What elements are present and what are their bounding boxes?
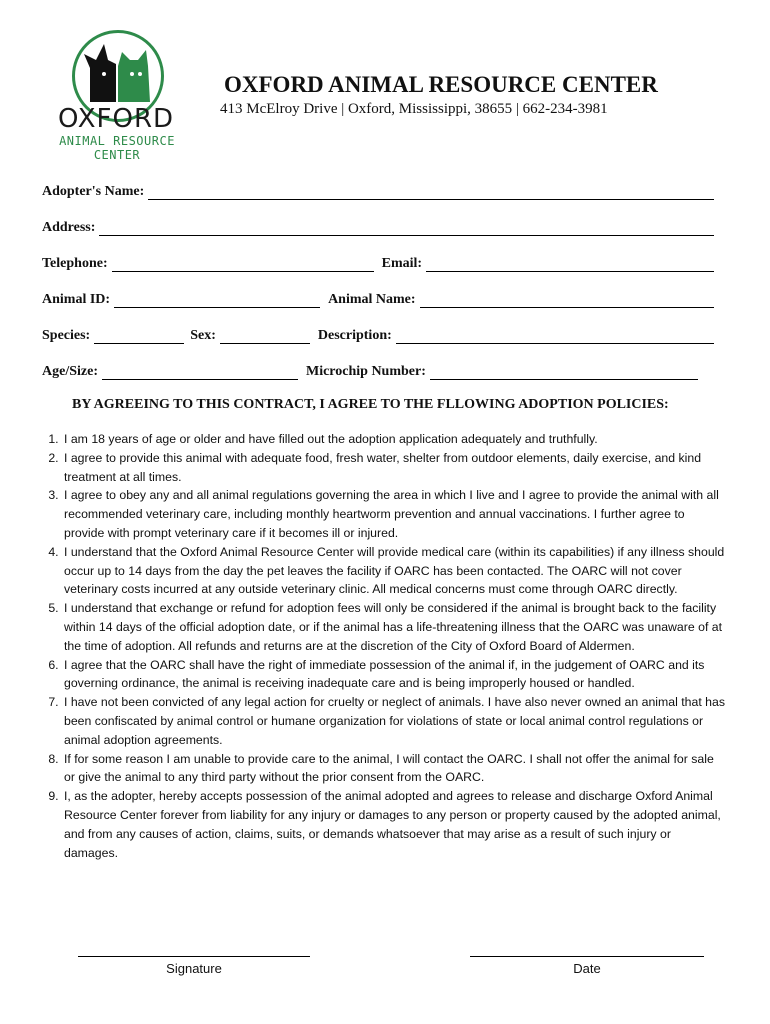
microchip-field[interactable] [306,364,698,380]
policy-item: 2. I agree to provide this animal with adequate food, fresh water, shelter from outdoor elements, daily exercise, and kind treatment at all times. [62,449,728,487]
policy-item: 4. I understand that the Oxford Animal Resource Center will provide medical care (within its capabilities) if any illness should occur up to 14 days from the day the pet leaves the facility if OARC has been contacted. The OARC will not cover veterinary costs incurred at any outside veterinary clinic. All medical concerns must come through OARC directly. [62,543,728,599]
microchip-label: Microchip Number: [305,364,426,379]
species-label: Species: [42,328,91,343]
sex-line[interactable] [220,329,310,344]
policy-item: 8. If for some reason I am unable to provide care to the animal, I will contact the OARC. I shall not offer the animal for sale or give the animal to any third party without the prior consent from the OARC. [62,750,728,788]
animal-id-field[interactable] [42,292,320,308]
animal-name-label: Animal Name: [328,292,416,307]
adopter-name-field[interactable] [42,184,714,200]
signature-label: Signature [166,961,222,976]
email-line[interactable] [426,257,714,272]
age-size-label: Age/Size: [42,364,98,379]
policies-list [0,430,728,862]
policies-heading: BY AGREEING TO THIS CONTRACT, I AGREE TO THE FLLOWING ADOPTION POLICIES: [72,397,669,412]
animal-id-line[interactable] [114,293,320,308]
policy-item: 7. I have not been convicted of any legal action for cruelty or neglect of animals. I have also never owned an animal that has been confiscated by animal control or humane organization for violations of state or local animal control regulations or animal adoption agreements. [62,693,728,749]
date-line[interactable] [470,944,704,957]
sex-label: Sex: [190,328,216,343]
adopter-name-label: Adopter's Name: [42,184,145,199]
address-label: Address: [42,220,96,235]
address-line[interactable] [99,221,714,236]
species-line[interactable] [94,329,184,344]
description-field[interactable] [318,328,714,344]
page-title: OXFORD ANIMAL RESOURCE CENTER [224,72,658,97]
org-address: 413 McElroy Drive | Oxford, Mississippi, 38655 | 662-234-3981 [220,101,608,117]
telephone-field[interactable] [42,256,374,272]
date-block [470,944,704,976]
dog-and-cat-silhouette-icon [82,38,154,106]
address-field[interactable] [42,220,714,236]
species-field[interactable] [42,328,184,344]
email-field[interactable] [382,256,714,272]
policy-item: 3. I agree to obey any and all animal regulations governing the area in which I live and I agree to provide the animal with all recommended veterinary care, including monthly heartworm prevention and annual vaccinations. I further agree to provide with prompt veterinary care if it becomes ill or injured. [62,486,728,542]
microchip-line[interactable] [430,365,698,380]
sex-field[interactable] [190,328,310,344]
signature-block [78,944,310,976]
policy-item: 9. I, as the adopter, hereby accepts possession of the animal adopted and agrees to release and discharge Oxford Animal Resource Center forever from liability for any injury or damages to any person or property caused by the adopted animal, and from any causes of action, claims, suits, or demands whatsoever that may arise as a result of such injury or damages. [62,787,728,862]
animal-name-line[interactable] [420,293,714,308]
animal-id-label: Animal ID: [42,292,111,307]
policy-item: 1. I am 18 years of age or older and have filled out the adoption application adequately and truthfully. [62,430,728,449]
policy-item: 6. I agree that the OARC shall have the right of immediate possession of the animal if, in the judgement of OARC and its governing ordinance, the animal is receiving inadequate care and is being improperly housed or handled. [62,656,728,694]
logo-subtitle: ANIMAL RESOURCE CENTER [59,134,175,162]
policy-item: 5. I understand that exchange or refund for adoption fees will only be considered if the animal is brought back to the facility within 14 days of the official adoption date, or if the animal has a life-threatening illness that the OARC was unaware of at the time of adoption. All refunds and returns are at the discretion of the City of Oxford Board of Aldermen. [62,599,728,655]
oarc-logo [38,26,198,162]
adopter-name-line[interactable] [148,185,714,200]
email-label: Email: [381,256,423,271]
date-label: Date [573,961,601,976]
description-line[interactable] [396,329,714,344]
animal-name-field[interactable] [328,292,714,308]
description-label: Description: [317,328,392,343]
telephone-label: Telephone: [42,256,108,271]
telephone-line[interactable] [112,257,374,272]
age-size-field[interactable] [42,364,298,380]
signature-line[interactable] [78,944,310,957]
logo-wordmark: OXFORD [57,104,175,134]
age-size-line[interactable] [102,365,298,380]
